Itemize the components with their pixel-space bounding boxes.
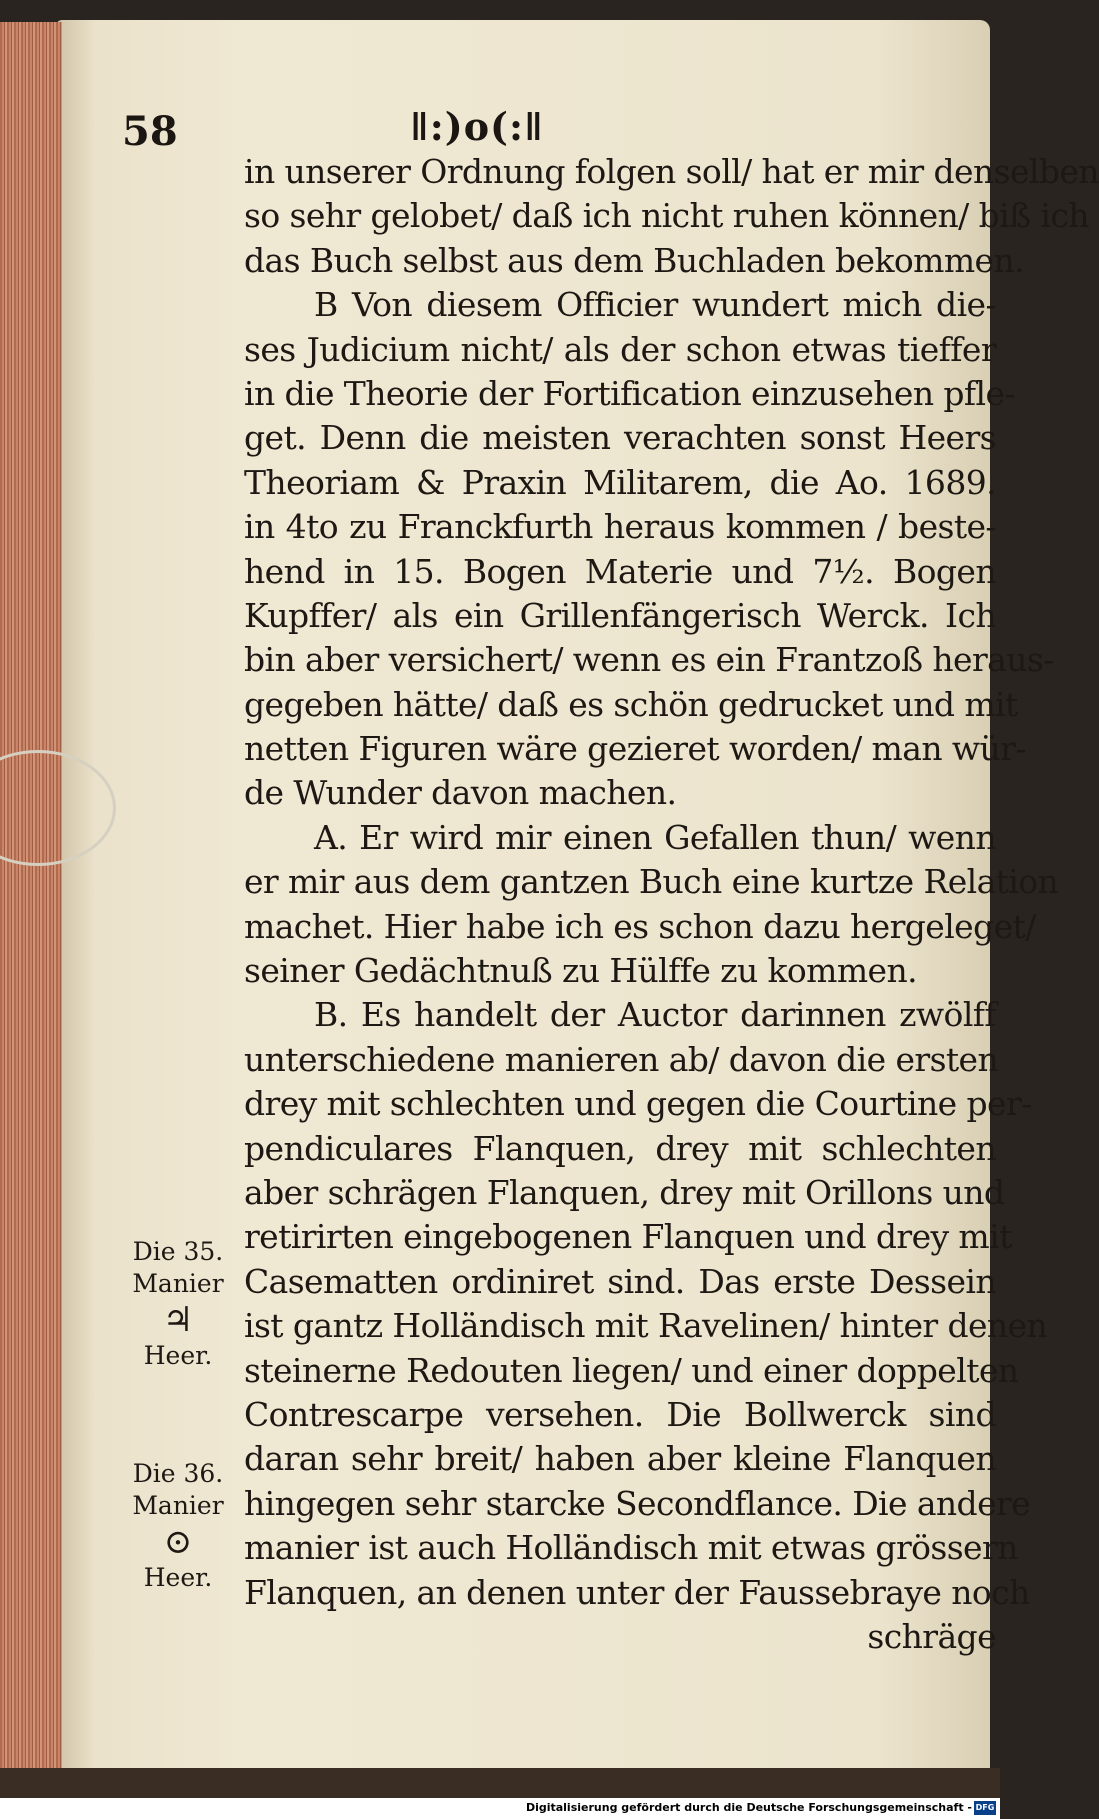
text-line: hend in 15. Bogen Materie und 7½. Bogen [244,551,996,591]
text-line: ist gantz Holländisch mit Ravelinen/ hinter denen [244,1306,1048,1346]
margin-note-number: Die 36. [132,1459,224,1488]
text-line: in die Theorie der Fortification einzusehen pfle- [244,373,1015,413]
text-line: in unserer Ordnung folgen soll/ hat er mir denselben [244,152,1099,191]
text-line: das Buch selbst aus dem Buchladen bekommen. [244,240,1025,280]
margin-note-35 [118,1236,238,1372]
text-line: daran sehr breit/ haben aber kleine Flanquen [244,1439,996,1479]
text-line: Casematten ordiniret sind. Das erste Dessein [244,1261,996,1301]
sun-symbol-icon: ⊙ [163,1522,193,1562]
margin-note-label: Manier [132,1491,224,1520]
text-line: aber schrägen Flanquen, drey mit Orillons und [244,1172,1005,1212]
text-line: pendiculares Flanquen, drey mit schlechten [244,1128,996,1168]
text-line: er mir aus dem gantzen Buch eine kurtze Relation [244,862,1059,902]
body-text [244,150,1099,1659]
text-line: drey mit schlechten und gegen die Courtine per- [244,1084,1032,1124]
text-line: Contrescarpe versehen. Die Bollwerck sind [244,1394,996,1434]
margin-note-author: Heer. [143,1563,213,1592]
text-line: so sehr gelobet/ daß ich nicht ruhen können/ biß ich [244,196,1089,236]
text-line: steinerne Redouten liegen/ und einer doppelten [244,1350,1019,1390]
book-page-edges [0,22,62,1777]
footer-credit: Digitalisierung gefördert durch die Deutsche Forschungsgemeinschaft - [525,1801,972,1814]
text-line: hingegen sehr starcke Secondflance. Die andere [244,1483,1031,1523]
text-line: in 4to zu Franckfurth heraus kommen / beste- [244,507,996,547]
text-line: unterschiedene manieren ab/ davon die ersten [244,1039,999,1079]
dfg-logo-icon: DFG [974,1801,996,1815]
text-line: gegeben hätte/ daß es schön gedrucket und mit [244,684,1018,724]
text-line: machet. Hier habe ich es schon dazu hergeleget/ [244,906,1036,946]
text-line: Theoriam & Praxin Militarem, die Ao. 1689. [244,462,996,502]
margin-note-author: Heer. [143,1341,213,1370]
text-line: bin aber versichert/ wenn es ein Frantzoß heraus- [244,640,1054,680]
text-line: Flanquen, an denen unter der Faussebraye noch [244,1572,1030,1612]
page-number: 58 [122,108,178,155]
text-line: B. Es handelt der Auctor darinnen zwölff [314,995,996,1035]
running-head: ǁ:)o(:ǁ [410,104,544,149]
margin-note-number: Die 35. [132,1237,224,1266]
text-line: manier ist auch Holländisch mit etwas grössern [244,1528,1018,1568]
text-line: B Von diesem Officier wundert mich die- [314,285,996,325]
text-line: ses Judicium nicht/ als der schon etwas tieffer [244,329,996,369]
margin-note-label: Manier [132,1269,224,1298]
catchword: schräge [867,1616,996,1656]
text-line: Kupffer/ als ein Grillenfängerisch Werck. Ich [244,595,996,635]
text-line: get. Denn die meisten verachten sonst Heers [244,418,996,458]
margin-note-36 [118,1458,238,1594]
text-line: retirirten eingebogenen Flanquen und drey mit [244,1217,1012,1257]
text-line: A. Er wird mir einen Gefallen thun/ wenn [314,817,996,857]
text-line: seiner Gedächtnuß zu Hülffe zu kommen. [244,951,918,991]
scan-bottom-band [0,1768,1000,1798]
jupiter-symbol-icon: ♃ [162,1300,194,1340]
text-line: de Wunder davon machen. [244,773,677,813]
text-line: netten Figuren wäre gezieret worden/ man wür- [244,729,1026,769]
